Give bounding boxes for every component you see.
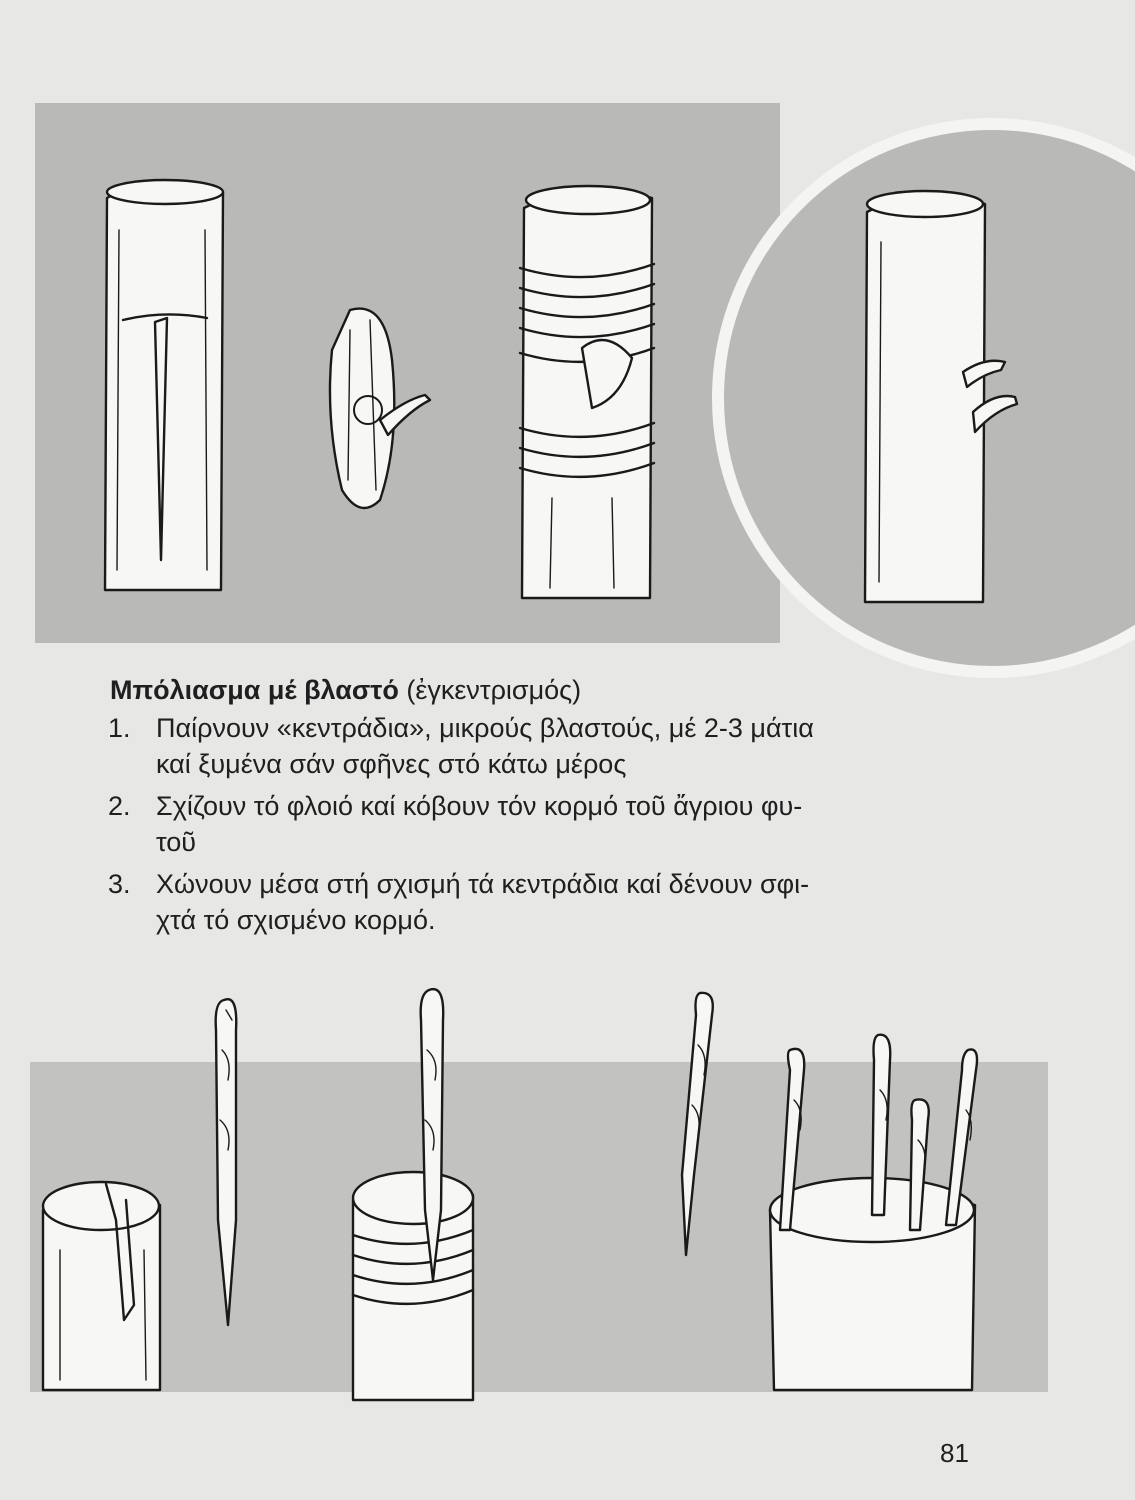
step-line: τοῦ: [156, 827, 197, 857]
caption-title-rest: (ἐγκεντρισμός): [398, 675, 582, 705]
page-number: 81: [940, 1438, 969, 1468]
bound-cleft-graft-icon: [345, 980, 485, 1400]
step-line: Σχίζουν τό φλοιό καί κόβουν τόν κορμό τοῦ ἄγριου φυ-: [156, 791, 803, 821]
grown-graft-icon: [855, 182, 1015, 602]
bound-graft-icon: [512, 178, 672, 598]
step-number: 3.: [108, 869, 131, 899]
step-line: χτά τό σχισμένο κορμό.: [156, 905, 436, 935]
step-2: [108, 788, 988, 860]
wedge-scion-icon: [198, 990, 258, 1330]
bud-shield-icon: [320, 300, 450, 520]
single-scion-icon: [660, 985, 720, 1265]
caption-title: [110, 672, 988, 708]
step-number: 2.: [108, 791, 131, 821]
step-line: Παίρνουν «κεντράδια», μικρούς βλαστούς, μέ 2-3 μάτια: [156, 713, 814, 743]
stump-with-scions-icon: [760, 1030, 1000, 1390]
step-3: [108, 866, 988, 938]
caption: [108, 672, 988, 944]
split-stump-icon: [38, 1170, 178, 1390]
caption-title-bold: Μπόλιασμα μέ βλαστό: [110, 675, 399, 705]
step-line: καί ξυμένα σάν σφῆνες στό κάτω μέρος: [156, 749, 627, 779]
trunk-with-t-cut-icon: [95, 170, 235, 600]
step-line: Χώνουν μέσα στή σχισμή τά κεντράδια καί δένουν σφι-: [156, 869, 810, 899]
step-number: 1.: [108, 713, 131, 743]
step-1: [108, 710, 988, 782]
